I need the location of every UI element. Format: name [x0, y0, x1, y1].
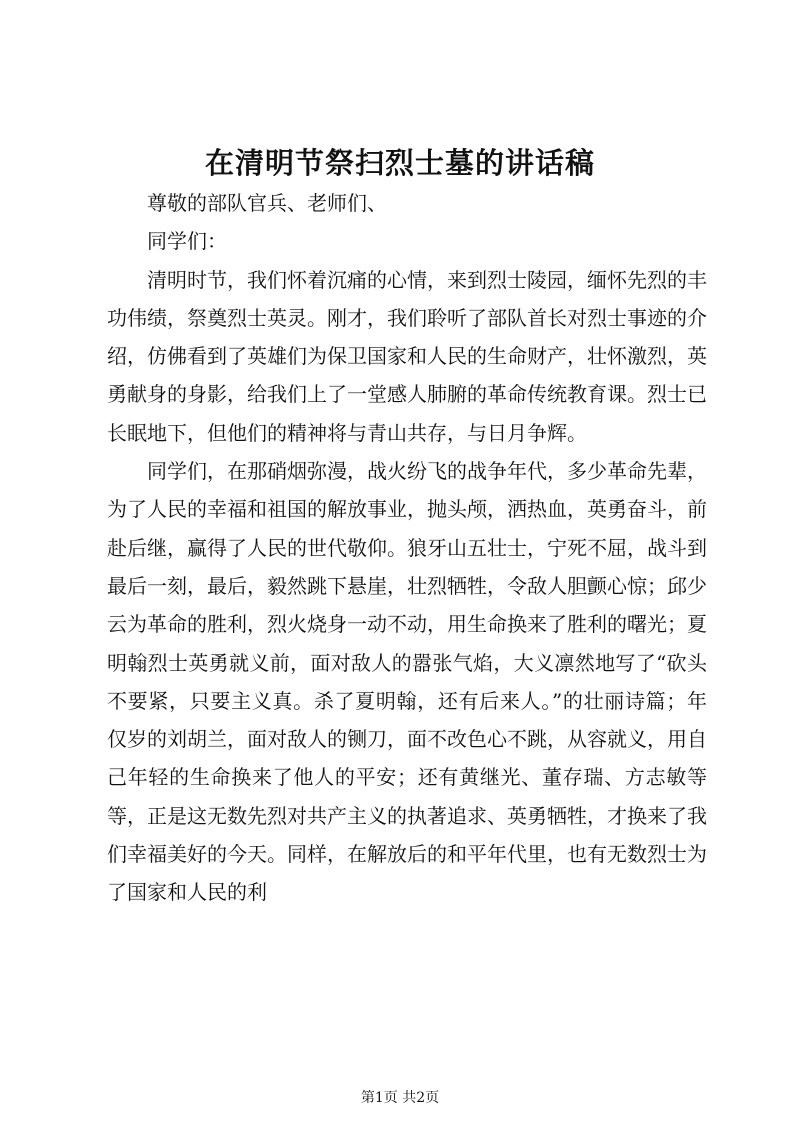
document-body	[107, 184, 707, 912]
paragraph-1: 清明时节，我们怀着沉痛的心情，来到烈士陵园，缅怀先烈的丰功伟绩，祭奠烈士英灵。刚才，我们聆听了部队首长对烈士事迹的介绍，仿佛看到了英雄们为保卫国家和人民的生命财产，壮怀激烈，英勇献身的身影，给我们上了一堂感人肺腑的革命传统教育课。烈士已长眠地下，但他们的精神将与青山共存，与日月争辉。	[107, 267, 707, 445]
document-title: 在清明节祭扫烈士墓的讲话稿	[204, 146, 595, 180]
paragraph-2: 同学们，在那硝烟弥漫，战火纷飞的战争年代，多少革命先辈，为了人民的幸福和祖国的解放事业，抛头颅，洒热血，英勇奋斗，前赴后继，赢得了人民的世代敬仰。狼牙山五壮士，宁死不屈，战斗到最后一刻，最后，毅然跳下悬崖，壮烈牺牲，令敌人胆颤心惊；邱少云为革命的胜利，烈火烧身一动不动，用生命换来了胜利的曙光；夏明翰烈士英勇就义前，面对敌人的嚣张气焰，大义凛然地写了“砍头不要紧，只要主义真。杀了夏明翰，还有后来人。”的壮丽诗篇；年仅岁的刘胡兰，面对敌人的铡刀，面不改色心不跳，从容就义，用自己年轻的生命换来了他人的平安；还有黄继光、董存瑞、方志敏等等，正是这无数先烈对共产主义的执著追求、英勇牺牲，才换来了我们幸福美好的今天。同样，在解放后的和平年代里，也有无数烈士为了国家和人民的利	[107, 459, 707, 905]
salutation-line-1: 尊敬的部队官兵、老师们、	[147, 191, 387, 215]
page-footer: 第1页 共2页	[360, 1090, 440, 1106]
salutation-line-2: 同学们：	[147, 229, 227, 254]
